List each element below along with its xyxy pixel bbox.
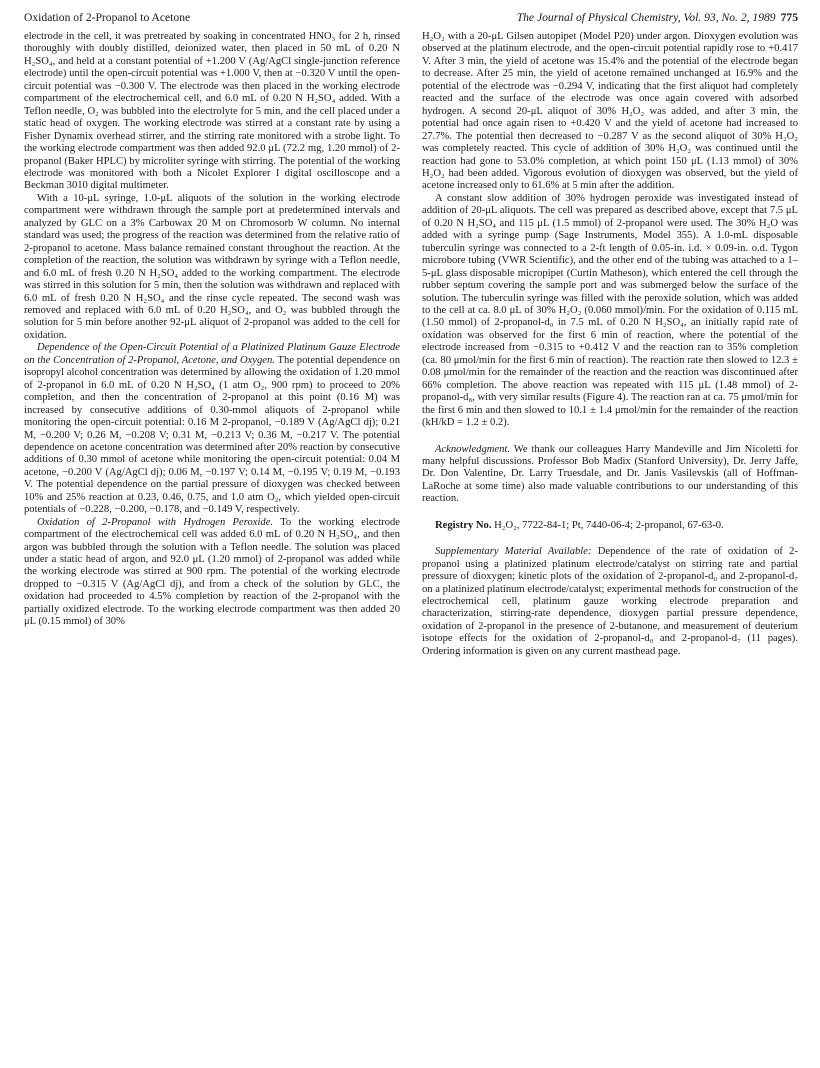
- acknowledgment-heading: Acknowledgment.: [435, 443, 511, 455]
- page-header: [24, 8, 798, 28]
- acknowledgment: [422, 444, 798, 506]
- paragraph-glc-analysis: With a 10-μL syringe, 1.0-μL aliquots of the solution in the working electrode compartment were withdrawn through the sample port at predetermined intervals and analyzed by GLC on a 3% Carbowax 20 M on Chromosorb W column. No internal standard was used; the progress of the reaction was determined from the relative ratio of 2-propanol to acetone. Mass balance remained constant throughout the reaction. At the completion of the reaction, the solution was withdrawn by syringe with a Teflon needle, and 6.0 mL of fresh 0.20 N H₂SO₄ added to the working compartment. The electrode was stirred in this solution for 5 min, then the solution was withdrawn and replaced with 6.0 mL of fresh 0.20 N H₂SO₄ and the rinse cycle repeated. The second wash was removed and replaced with 6.0 mL of 0.20 H₂SO₄, and O₂ was bubbled through the solution for 5 min before another 92-μL aliquot of 2-propanol was added to the cell for oxidation.: [24, 192, 400, 341]
- registry-numbers: [422, 520, 798, 532]
- journal-name: The Journal of Physical Chemistry, Vol. 93, No. 2, 1989: [516, 11, 776, 24]
- section-heading-peroxide-oxidation: Oxidation of 2-Propanol with Hydrogen Peroxide.: [37, 516, 274, 528]
- paragraph-potential-dependence: [24, 342, 400, 516]
- supplementary-body: Dependence of the rate of oxidation of 2-propanol using a platinized platinum electrode/catalyst on stirring rate and partial pressure of dioxygen; kinetic plots of the oxidation of 2-propanol-d₀ and 2-propanol-d₇ on a platinized platinum electrode/catalyst; experimental methods for construction of the electrochemical cell, platinum gauze working electrode preparation and characterization, stirring-rate dependence, dioxygen partial pressure dependence, oxidation of 2-propanol in the presence of 2-butanone, and measurement of deuterium isotope effects for the oxidation of 2-propanol-d₀ and 2-propanol-d₇ (11 pages). Ordering information is given on any current masthead page.: [422, 546, 799, 657]
- paragraph-peroxide-oxidation: [24, 517, 400, 629]
- acknowledgment-body: We thank our colleagues Harry Mandeville and Jim Nicoletti for many helpful discussions. Professor Bob Madix (Stanford University), Dr. Jerry Jaffe, Dr. Don Valentine, Dr. Larry Truesdale, and Dr. Janis Vasilevskis (all of Hoffman-LaRoche at some time) also made valuable contributions to our understanding of this reaction.: [422, 443, 798, 505]
- section-body-potential-dependence: The potential dependence on isopropyl alcohol concentration was determined by allowing the oxidation of 1.20 mmol of 2-propanol in 6.0 mL of 0.20 N H₂SO₄ (1 atm O₂, 900 rpm) to proceed to 20% completion, and then the concentration of 2-propanol at this point (0.16 M) was increased by consecutive additions of 0.30-mmol aliquots of 2-propanol while monitoring the open-circuit potential: 0.16 M 2-propanol, −0.189 V (Ag/AgCl dj); 0.21 M, −0.200 V; 0.26 M, −0.208 V; 0.31 M, −0.213 V; 0.36 M, −0.217 V. The potential dependence on acetone concentration was determined after 20% reaction by consecutive additions of 0.30 mmol of acetone while monitoring the open-circuit potential: 0.04 M acetone, −0.200 V (Ag/AgCl dj); 0.06 M, −0.197 V; 0.14 M, −0.195 V; 0.19 M, −0.193 V. The potential dependence on the partial pressure of dioxygen was checked between 10% and 25% reaction at 0.23, 0.46, 0.75, and 1.0 atm O₂, which yielded open-circuit potentials of −0.228, −0.200, −0.178, and −0.149 V, respectively.: [24, 354, 400, 516]
- registry-body: H₂O₂, 7722-84-1; Pt, 7440-06-4; 2-propanol, 67-63-0.: [494, 519, 724, 531]
- supplementary-material: [422, 546, 798, 658]
- right-column: [422, 31, 798, 658]
- paragraph-peroxide-continued: H₂O₂ with a 20-μL Gilsen autopipet (Model P20) under argon. Dioxygen evolution was observed at the platinum electrode, and the open-circuit potential rapidly rose to +0.417 V. After 3 min, the yield of acetone was 15.4% and the potential of the electrode began to decrease. After 25 min, the yield of acetone remained unchanged at 16.9% and the potential of the electrode was −0.294 V, indicating that the first aliquot had completely reacted and the surface of the electrode was once again covered with adsorbed hydrogen. A second 20-μL aliquot of 30% H₂O₂ was added, and after 3 min, the potential had once again risen to +0.420 V and the yield of acetone had increased to 27.7%. The potential then decreased to −0.287 V as the second aliquot of 30% H₂O₂ was completely reacted. This cycle of addition of 30% H₂O₂ was continued until the reaction had gone to 53.0% completion, at which point 150 μL (1.13 mmol) of 30% H₂O₂ had been added. Vigorous evolution of dioxygen was observed, but the yield of acetone increased only to 61.6% at 5 min after the addition.: [422, 31, 798, 192]
- section-heading-potential-dependence: Dependence of the Open-Circuit Potential of a Platinized Platinum Gauze Electrode on the Concentration of 2-Propanol, Acetone, and Oxygen.: [24, 342, 400, 366]
- page-number: 775: [780, 11, 798, 24]
- running-title: Oxidation of 2-Propanol to Acetone: [24, 11, 191, 24]
- paragraph-electrode-pretreatment: electrode in the cell, it was pretreated by soaking in concentrated HNO₃ for 2 h, rinsed thoroughly with doubly distilled, deionized water, then placed in 50 mL of 0.20 N H₂SO₄, and held at a constant potential of +1.200 V (Ag/AgCl single-junction reference electrode) until the open-circuit potential was +1.000 V, then at −0.320 V until the open-circuit potential was −0.300 V. The electrode was then placed in the working electrode compartment of the electrochemical cell, and 6.0 mL of 0.20 N H₂SO₄ added. With a Teflon needle, O₂ was bubbled into the electrolyte for 5 min, and the cell placed under a static head of oxygen. The working electrode was stirred at a constant rate by using a Fisher Dynamix overhead stirrer, and the stirring rate monitored with a strobe light. To the working electrode compartment was then added 92.0 μL (72.2 mg, 1.20 mmol) of 2-propanol (Baker HPLC) by microliter syringe with stirring. The potential of the working electrode was monitored with both a Nicolet Explorer I digital oscilloscope and a Beckman 3010 digital multimeter.: [24, 31, 400, 192]
- journal-citation: [517, 8, 798, 28]
- supplementary-heading: Supplementary Material Available:: [435, 546, 592, 558]
- paragraph-slow-addition: A constant slow addition of 30% hydrogen peroxide was investigated instead of addition of 20-μL aliquots. The cell was prepared as described above, except that 7.5 μL of 0.20 N H₂SO₄ and 115 μL (1.5 mmol) of 2-propanol were used. The 30% H₂O was added with a syringe pump (Sage Instruments, Model 355). A 1.0-mL disposable tuberculin syringe was connected to a 2-ft length of 0.05-in. i.d. × 0.09-in. o.d. Tygon microbore tubing (VWR Scientific), and the other end of the tubing was attached to a 1–5-μL glass disposable micropipet (Curtin Matheson), which entered the cell through the rubber septum covering the sample port and was submerged below the surface of the solution. The tuberculin syringe was filled with the peroxide solution, which was added to the cell at ca. 8.0 μL of 30% H₂O₂ (0.060 mmol)/min. For the oxidation of 0.115 mL (1.50 mmol) of 2-propanol-d₀ in 7.5 mL of 0.20 N H₂SO₄, an initially rapid rate of oxidation was observed for the first 6 min of reaction, where the potential of the electrode increased from −0.315 to +0.412 V and the reaction ran to 35% completion (ca. 80 μmol/min for the first 6 min of reaction). The reaction rate then slowed to 12.3 ± 0.08 μmol/min for the remainder of the reaction and the reaction was discontinued after 66% completion. The above reaction was repeated with 115 μL (1.48 mmol) of 2-propanol-d₈, with very similar results (Figure 4). The reaction ran at ca. 75 μmol/min for the first 6 min and then slowed to 10.1 ± 1.4 μmol/min for the remainder of the reaction (kH/kD = 1.2 ± 0.2).: [422, 192, 798, 429]
- registry-heading: Registry No.: [435, 519, 492, 531]
- left-column: [24, 31, 400, 629]
- section-body-peroxide-oxidation: To the working electrode compartment of the electrochemical cell was added 6.0 mL of 0.20 N H₂SO₄, and then argon was bubbled through the solution with a Teflon needle. The solution was placed under a static head of argon, and 92.0 μL (1.20 mmol) of 2-propanol was added while the working electrode was stirred at 900 rpm. The potential of the working electrode dropped to −0.315 V (Ag/AgCl dj), and from a check of the solution by GLC, the oxidation had proceeded to 4.5% completion by reaction of the 2-propanol with the partially oxidized electrode. To the working electrode compartment was then added 20 μL (0.15 mmol) of 30%: [24, 516, 400, 628]
